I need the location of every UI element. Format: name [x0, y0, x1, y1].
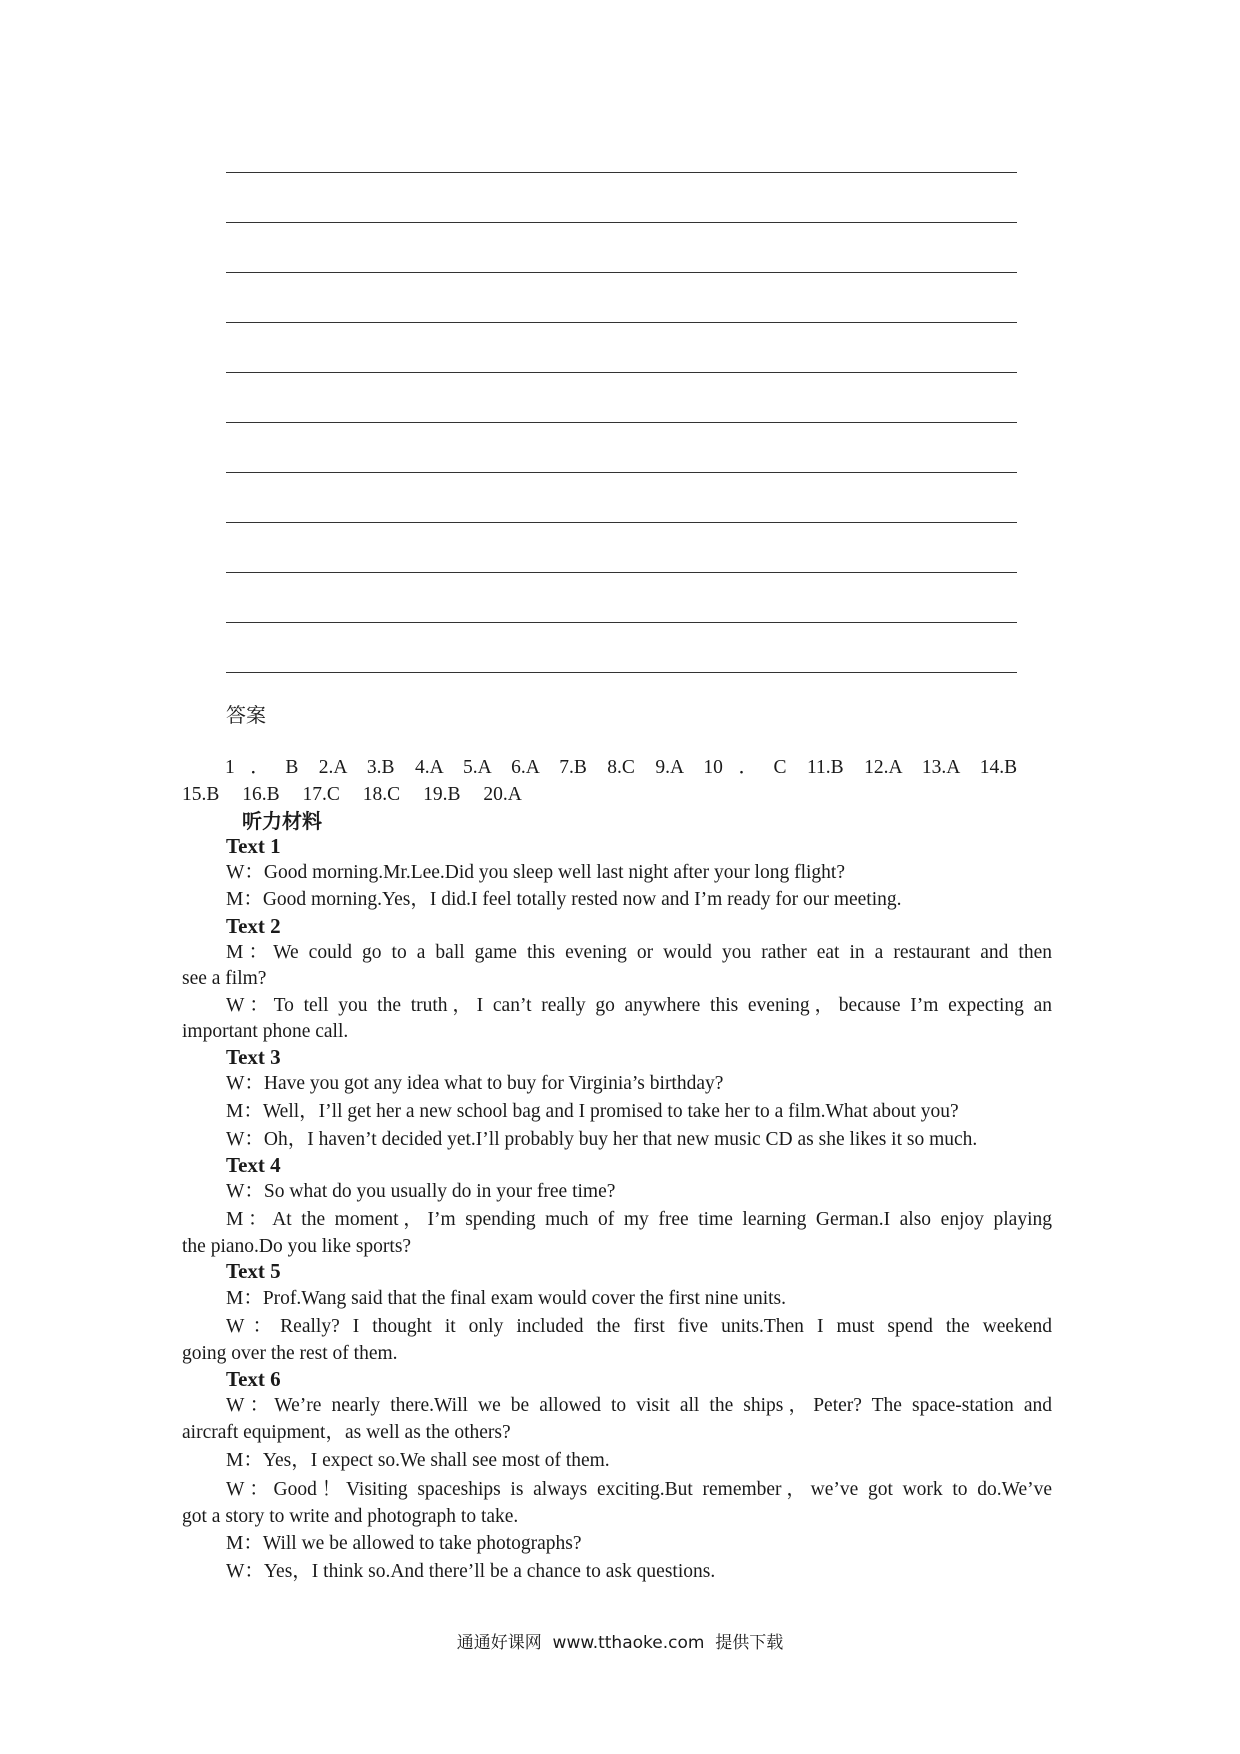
- ruled-line: [226, 472, 1017, 473]
- dialogue-line: W：Have you got any idea what to buy for Virginia’s birthday?: [226, 1073, 724, 1094]
- answers-line-1: [225, 756, 1017, 780]
- ruled-line: [226, 522, 1017, 523]
- answer-item: 14.B: [979, 757, 1018, 778]
- answer-item: 3.B: [366, 757, 395, 778]
- ruled-line: [226, 422, 1017, 423]
- dialogue-line: W：We’re nearly there.Will we be allowed to visit all the ships，Peter? The space-station and: [226, 1395, 1052, 1416]
- answer-item: 13.A: [921, 757, 960, 778]
- dialogue-line: aircraft equipment，as well as the others?: [182, 1422, 511, 1443]
- dialogue-line: M：We could go to a ball game this evening or would you rather eat in a restaurant and then: [226, 942, 1052, 963]
- dialogue-line: going over the rest of them.: [182, 1343, 398, 1364]
- dialogue-line: W：Good morning.Mr.Lee.Did you sleep well last night after your long flight?: [226, 862, 846, 883]
- dialogue-line: W：Really? I thought it only included the first five units.Then I must spend the weekend: [226, 1316, 1052, 1337]
- ruled-line: [226, 622, 1017, 623]
- page-footer: 通通好课网 www.tthaoke.com 提供下载: [456, 1633, 784, 1653]
- ruled-line: [226, 272, 1017, 273]
- text-label: Text 2: [226, 914, 281, 938]
- dialogue-line: see a film?: [182, 968, 267, 989]
- answer-item: 1．B: [225, 757, 299, 778]
- answer-item: 4.A: [414, 757, 443, 778]
- dialogue-line: M：Will we be allowed to take photographs?: [226, 1533, 582, 1554]
- dialogue-line: W：Good！Visiting spaceships is always exciting.But remember，we’ve got work to do.We’ve: [226, 1479, 1052, 1500]
- answer-item: 19.B: [423, 784, 461, 805]
- answer-item: 16.B: [242, 784, 280, 805]
- ruled-line: [226, 672, 1017, 673]
- text-label: Text 1: [226, 834, 281, 858]
- dialogue-line: W：So what do you usually do in your free time?: [226, 1181, 616, 1202]
- answer-item: 10．C: [703, 757, 787, 778]
- answer-item: 20.A: [483, 784, 522, 805]
- dialogue-line: M：Prof.Wang said that the final exam would cover the first nine units.: [226, 1288, 787, 1309]
- answers-heading: 答案: [226, 703, 266, 727]
- answer-item: 11.B: [806, 757, 844, 778]
- answer-item: 9.A: [655, 757, 683, 778]
- ruled-line: [226, 222, 1017, 223]
- text-label: Text 3: [226, 1045, 281, 1069]
- ruled-line: [226, 322, 1017, 323]
- dialogue-line: W：To tell you the truth，I can’t really go anywhere this evening，because I’m expecting an: [226, 995, 1052, 1016]
- dialogue-line: got a story to write and photograph to take.: [182, 1506, 519, 1527]
- answer-item: 7.B: [559, 757, 587, 778]
- text-label: Text 4: [226, 1153, 281, 1177]
- dialogue-line: W：Oh，I haven’t decided yet.I’ll probably buy her that new music CD as she likes it so much.: [226, 1129, 978, 1150]
- dialogue-line: M：At the moment，I’m spending much of my free time learning German.I also enjoy playing: [226, 1209, 1052, 1230]
- answer-item: 2.A: [318, 757, 347, 778]
- dialogue-line: M：Yes，I expect so.We shall see most of them.: [226, 1450, 610, 1471]
- dialogue-line: W：Yes，I think so.And there’ll be a chance to ask questions.: [226, 1561, 716, 1582]
- answer-item: 15.B: [182, 784, 220, 805]
- answer-item: 12.A: [864, 757, 902, 778]
- answers-line-2: [182, 783, 522, 807]
- listening-heading: 听力材料: [242, 809, 322, 833]
- answer-item: 8.C: [607, 757, 635, 778]
- answer-item: 5.A: [463, 757, 491, 778]
- dialogue-line: the piano.Do you like sports?: [182, 1236, 412, 1257]
- text-label: Text 5: [226, 1259, 281, 1283]
- ruled-line: [226, 372, 1017, 373]
- dialogue-line: M：Good morning.Yes，I did.I feel totally rested now and I’m ready for our meeting.: [226, 889, 902, 910]
- answer-item: 6.A: [511, 757, 539, 778]
- answer-item: 18.C: [362, 784, 401, 805]
- ruled-line: [226, 572, 1017, 573]
- dialogue-line: important phone call.: [182, 1021, 349, 1042]
- ruled-line: [226, 172, 1017, 173]
- dialogue-line: M：Well，I’ll get her a new school bag and I promised to take her to a film.What about you?: [226, 1101, 959, 1122]
- answer-item: 17.C: [302, 784, 340, 805]
- text-label: Text 6: [226, 1367, 281, 1391]
